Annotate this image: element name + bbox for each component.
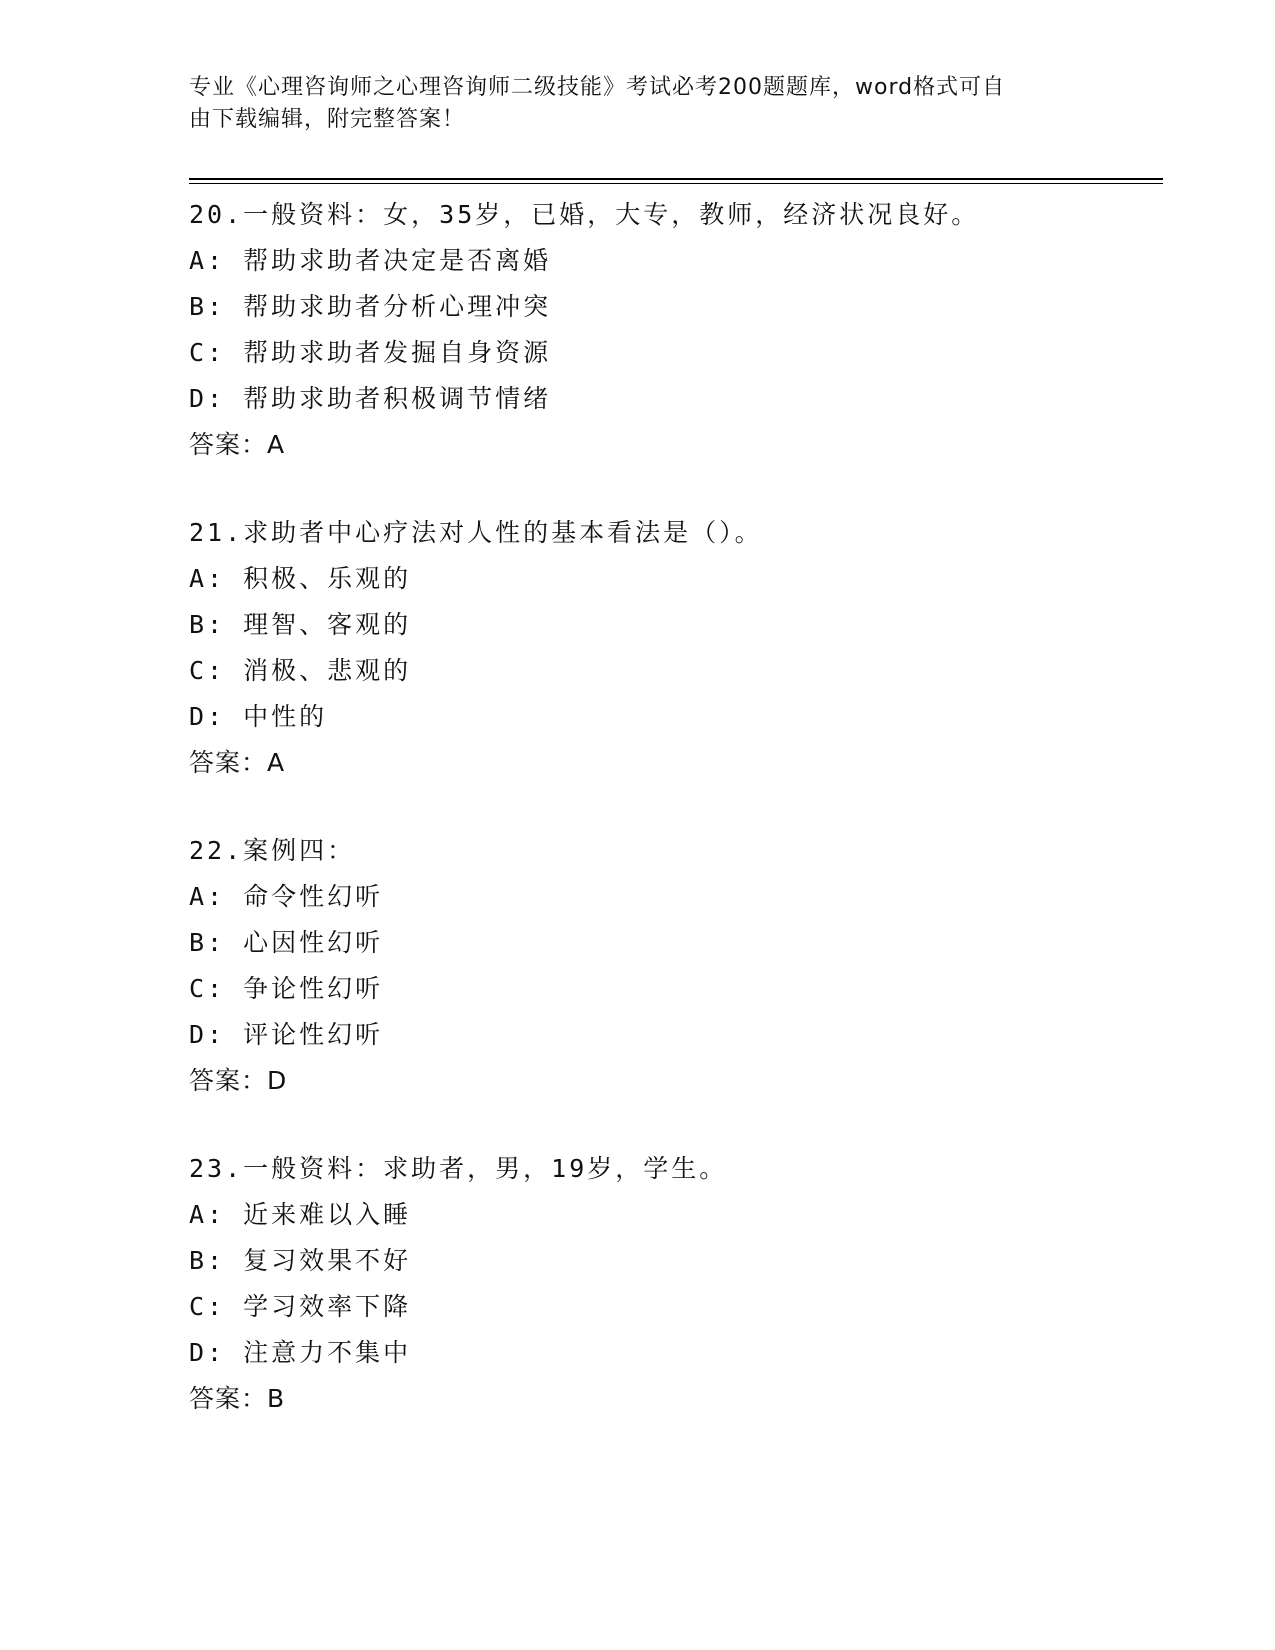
question-stem: 20.一般资料：女，35岁，已婚，大专，教师，经济状况良好。 — [189, 200, 980, 229]
option-c: C: 学习效率下降 — [189, 1292, 412, 1321]
document-header — [189, 72, 1089, 136]
option-a: A: 近来难以入睡 — [189, 1200, 412, 1229]
header-divider-thick — [189, 178, 1163, 180]
answer-key: 答案：B — [189, 1384, 286, 1413]
header-line-1: 专业《心理咨询师之心理咨询师二级技能》考试必考200题题库，word格式可自 — [189, 75, 1006, 100]
question-22 — [189, 828, 1169, 1104]
option-c: C: 帮助求助者发掘自身资源 — [189, 338, 552, 367]
option-b: B: 心因性幻听 — [189, 928, 384, 957]
option-d: D: 评论性幻听 — [189, 1020, 384, 1049]
question-stem: 23.一般资料：求助者，男，19岁，学生。 — [189, 1154, 728, 1183]
question-20 — [189, 192, 1169, 468]
answer-key: 答案：D — [189, 1066, 288, 1095]
question-stem: 22.案例四： — [189, 836, 356, 865]
option-d: D: 中性的 — [189, 702, 328, 731]
question-stem: 21.求助者中心疗法对人性的基本看法是（）。 — [189, 518, 763, 547]
header-line-2: 由下载编辑，附完整答案！ — [189, 107, 466, 132]
option-d: D: 注意力不集中 — [189, 1338, 412, 1367]
question-21 — [189, 510, 1169, 786]
option-b: B: 帮助求助者分析心理冲突 — [189, 292, 552, 321]
option-a: A: 积极、乐观的 — [189, 564, 412, 593]
answer-key: 答案：A — [189, 748, 286, 777]
option-a: A: 命令性幻听 — [189, 882, 384, 911]
option-b: B: 理智、客观的 — [189, 610, 412, 639]
question-23 — [189, 1146, 1169, 1422]
option-c: C: 争论性幻听 — [189, 974, 384, 1003]
option-d: D: 帮助求助者积极调节情绪 — [189, 384, 552, 413]
answer-key: 答案：A — [189, 430, 286, 459]
option-a: A: 帮助求助者决定是否离婚 — [189, 246, 552, 275]
option-b: B: 复习效果不好 — [189, 1246, 412, 1275]
question-list — [189, 192, 1169, 1464]
header-divider-thin — [189, 183, 1163, 184]
option-c: C: 消极、悲观的 — [189, 656, 412, 685]
